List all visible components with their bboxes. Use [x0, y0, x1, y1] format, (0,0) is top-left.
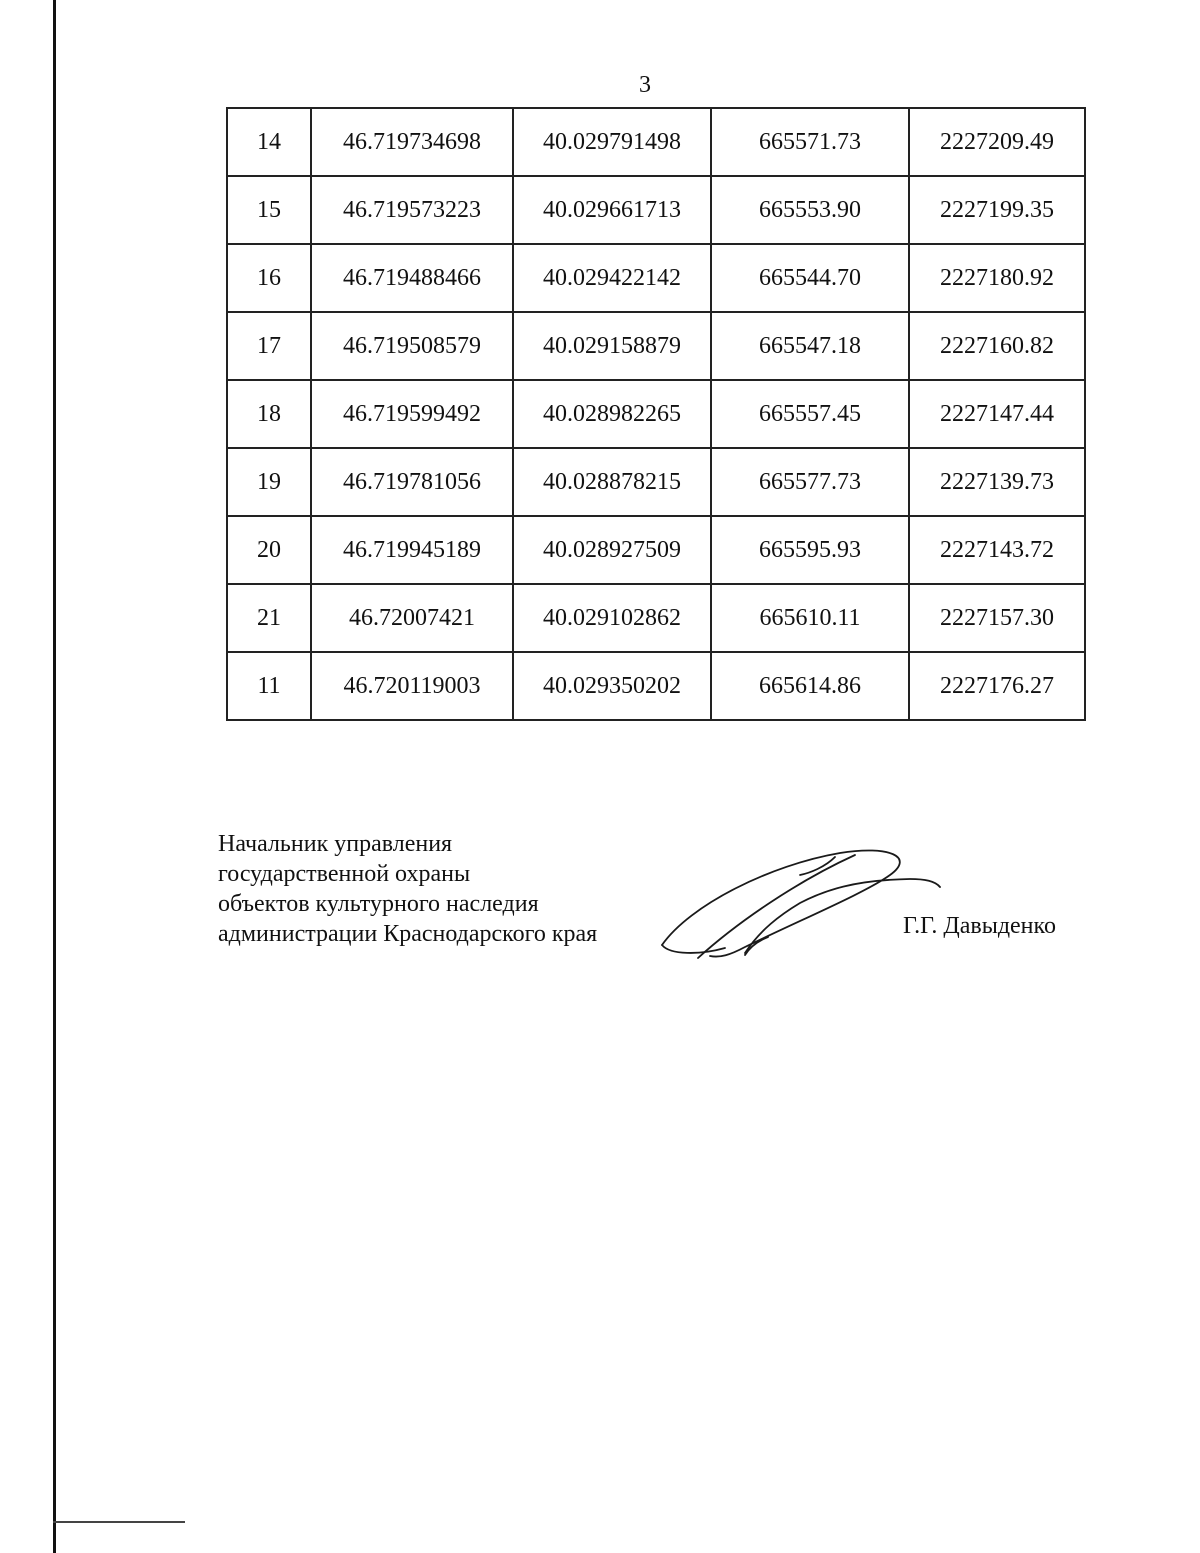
x-coordinate-cell: 665557.45	[711, 380, 909, 448]
point-number-cell: 14	[227, 108, 311, 176]
table-row	[227, 584, 1085, 652]
point-number-cell: 11	[227, 652, 311, 720]
y-coordinate-cell: 2227160.82	[909, 312, 1085, 380]
y-coordinate-cell: 2227139.73	[909, 448, 1085, 516]
page-number: 3	[639, 72, 651, 98]
latitude-cell: 46.719488466	[311, 244, 513, 312]
y-coordinate-cell: 2227157.30	[909, 584, 1085, 652]
x-coordinate-cell: 665595.93	[711, 516, 909, 584]
table-row	[227, 312, 1085, 380]
position-line: объектов культурного наследия	[218, 891, 539, 917]
latitude-cell: 46.72007421	[311, 584, 513, 652]
position-line: администрации Краснодарского края	[218, 921, 598, 947]
handwritten-signature-icon	[650, 835, 980, 970]
y-coordinate-cell: 2227209.49	[909, 108, 1085, 176]
x-coordinate-cell: 665547.18	[711, 312, 909, 380]
scan-edge-bottom	[53, 1521, 185, 1523]
point-number-cell: 21	[227, 584, 311, 652]
longitude-cell: 40.028982265	[513, 380, 711, 448]
y-coordinate-cell: 2227180.92	[909, 244, 1085, 312]
longitude-cell: 40.029102862	[513, 584, 711, 652]
latitude-cell: 46.719945189	[311, 516, 513, 584]
latitude-cell: 46.719573223	[311, 176, 513, 244]
longitude-cell: 40.029791498	[513, 108, 711, 176]
point-number-cell: 16	[227, 244, 311, 312]
table-row	[227, 380, 1085, 448]
y-coordinate-cell: 2227176.27	[909, 652, 1085, 720]
table-row	[227, 176, 1085, 244]
y-coordinate-cell: 2227147.44	[909, 380, 1085, 448]
longitude-cell: 40.028878215	[513, 448, 711, 516]
coordinates-table	[226, 107, 1086, 721]
point-number-cell: 19	[227, 448, 311, 516]
longitude-cell: 40.029158879	[513, 312, 711, 380]
position-line: государственной охраны	[218, 861, 471, 887]
longitude-cell: 40.029350202	[513, 652, 711, 720]
point-number-cell: 18	[227, 380, 311, 448]
position-line: Начальник управления	[218, 831, 453, 857]
x-coordinate-cell: 665571.73	[711, 108, 909, 176]
x-coordinate-cell: 665614.86	[711, 652, 909, 720]
table-row	[227, 244, 1085, 312]
latitude-cell: 46.719734698	[311, 108, 513, 176]
x-coordinate-cell: 665544.70	[711, 244, 909, 312]
y-coordinate-cell: 2227199.35	[909, 176, 1085, 244]
signer-position	[218, 829, 597, 949]
longitude-cell: 40.028927509	[513, 516, 711, 584]
y-coordinate-cell: 2227143.72	[909, 516, 1085, 584]
table-row	[227, 448, 1085, 516]
latitude-cell: 46.719508579	[311, 312, 513, 380]
x-coordinate-cell: 665610.11	[711, 584, 909, 652]
longitude-cell: 40.029422142	[513, 244, 711, 312]
table-row	[227, 108, 1085, 176]
table-row	[227, 516, 1085, 584]
latitude-cell: 46.719599492	[311, 380, 513, 448]
longitude-cell: 40.029661713	[513, 176, 711, 244]
latitude-cell: 46.719781056	[311, 448, 513, 516]
point-number-cell: 20	[227, 516, 311, 584]
x-coordinate-cell: 665553.90	[711, 176, 909, 244]
point-number-cell: 17	[227, 312, 311, 380]
x-coordinate-cell: 665577.73	[711, 448, 909, 516]
scan-edge-left	[53, 0, 56, 1553]
table-row	[227, 652, 1085, 720]
signer-name: Г.Г. Давыденко	[903, 913, 1056, 939]
latitude-cell: 46.720119003	[311, 652, 513, 720]
point-number-cell: 15	[227, 176, 311, 244]
